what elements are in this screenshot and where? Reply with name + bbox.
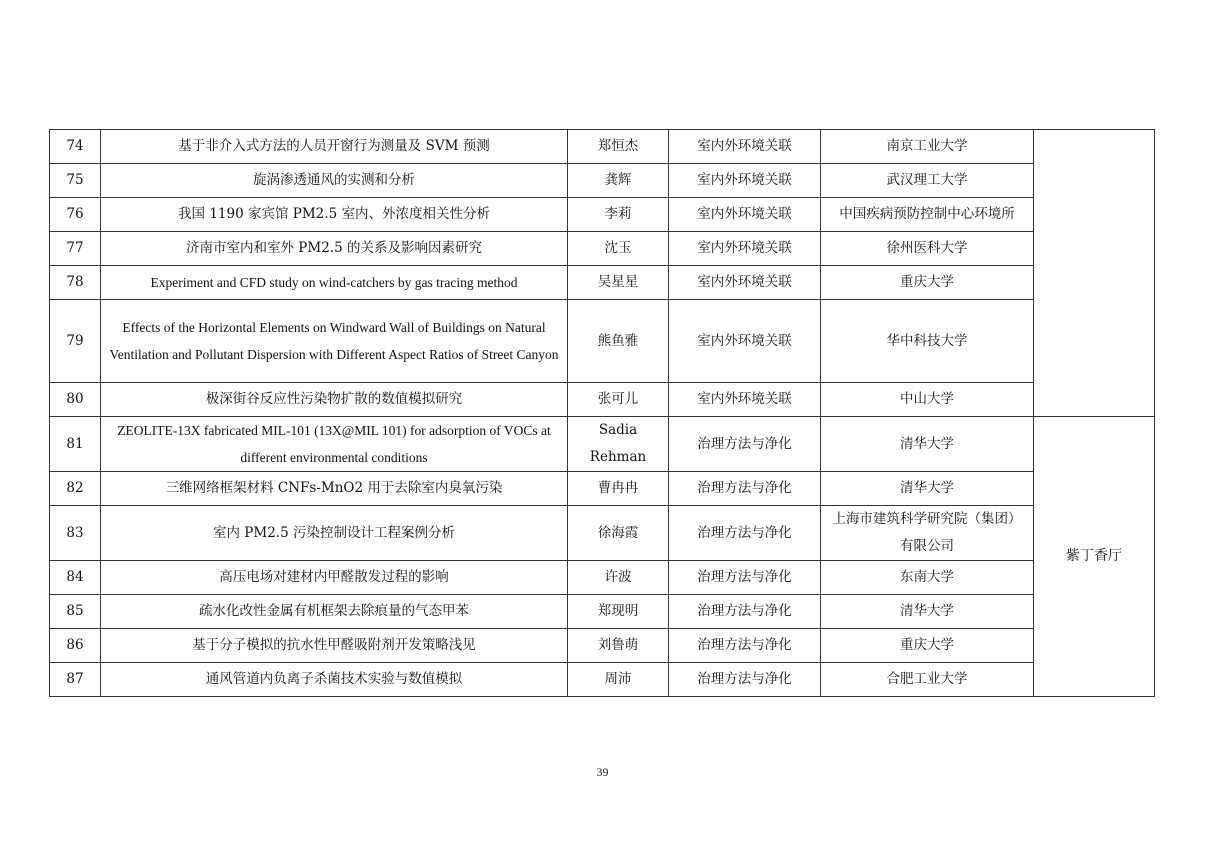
table-row	[50, 417, 1155, 472]
affiliation: 东南大学	[821, 561, 1034, 595]
topic-category: 治理方法与净化	[669, 663, 821, 697]
author-name: Sadia Rehman	[568, 417, 669, 472]
page-number: 39	[596, 765, 609, 779]
table-row	[50, 164, 1155, 198]
row-number: 85	[50, 595, 101, 629]
row-number: 83	[50, 506, 101, 561]
topic-category: 治理方法与净化	[669, 506, 821, 561]
topic-category: 室内外环境关联	[669, 232, 821, 266]
author-name: 徐海霞	[568, 506, 669, 561]
paper-title: 极深街谷反应性污染物扩散的数值模拟研究	[101, 383, 568, 417]
author-name: 张可儿	[568, 383, 669, 417]
row-number: 74	[50, 130, 101, 164]
table-row	[50, 629, 1155, 663]
table-row	[50, 130, 1155, 164]
topic-category: 治理方法与净化	[669, 629, 821, 663]
topic-category: 室内外环境关联	[669, 130, 821, 164]
row-number: 86	[50, 629, 101, 663]
row-number: 76	[50, 198, 101, 232]
table-row	[50, 472, 1155, 506]
schedule-table	[49, 129, 1155, 697]
topic-category: 室内外环境关联	[669, 266, 821, 300]
topic-category: 治理方法与净化	[669, 595, 821, 629]
affiliation: 合肥工业大学	[821, 663, 1034, 697]
paper-title: 通风管道内负离子杀菌技术实验与数值模拟	[101, 663, 568, 697]
venue-cell: 紫丁香厅	[1034, 417, 1155, 697]
paper-title: 高压电场对建材内甲醛散发过程的影响	[101, 561, 568, 595]
row-number: 75	[50, 164, 101, 198]
table-row	[50, 663, 1155, 697]
paper-title: ZEOLITE-13X fabricated MIL-101 (13X@MIL 101) for adsorption of VOCs at different environmental conditions	[101, 417, 568, 472]
affiliation: 华中科技大学	[821, 300, 1034, 383]
table-row	[50, 383, 1155, 417]
table-row	[50, 506, 1155, 561]
row-number: 77	[50, 232, 101, 266]
affiliation: 中山大学	[821, 383, 1034, 417]
topic-category: 室内外环境关联	[669, 164, 821, 198]
paper-title: 疏水化改性金属有机框架去除痕量的气态甲苯	[101, 595, 568, 629]
paper-title: 我国 1190 家宾馆 PM2.5 室内、外浓度相关性分析	[101, 198, 568, 232]
affiliation: 上海市建筑科学研究院（集团）有限公司	[821, 506, 1034, 561]
author-name: 曹冉冉	[568, 472, 669, 506]
affiliation: 清华大学	[821, 417, 1034, 472]
topic-category: 室内外环境关联	[669, 300, 821, 383]
row-number: 87	[50, 663, 101, 697]
row-number: 78	[50, 266, 101, 300]
author-name: 刘鲁萌	[568, 629, 669, 663]
affiliation: 重庆大学	[821, 266, 1034, 300]
paper-title: 基于非介入式方法的人员开窗行为测量及 SVM 预测	[101, 130, 568, 164]
author-name: 熊鱼雅	[568, 300, 669, 383]
topic-category: 治理方法与净化	[669, 561, 821, 595]
affiliation: 清华大学	[821, 472, 1034, 506]
row-number: 81	[50, 417, 101, 472]
paper-title: 旋涡渗透通风的实测和分析	[101, 164, 568, 198]
table-row	[50, 300, 1155, 383]
author-name: 郑现明	[568, 595, 669, 629]
topic-category: 室内外环境关联	[669, 198, 821, 232]
affiliation: 中国疾病预防控制中心环境所	[821, 198, 1034, 232]
affiliation: 南京工业大学	[821, 130, 1034, 164]
paper-title: Experiment and CFD study on wind-catchers by gas tracing method	[101, 266, 568, 300]
row-number: 79	[50, 300, 101, 383]
paper-title: 济南市室内和室外 PM2.5 的关系及影响因素研究	[101, 232, 568, 266]
row-number: 80	[50, 383, 101, 417]
author-name: 周沛	[568, 663, 669, 697]
author-name: 吴星星	[568, 266, 669, 300]
paper-title: 室内 PM2.5 污染控制设计工程案例分析	[101, 506, 568, 561]
affiliation: 徐州医科大学	[821, 232, 1034, 266]
affiliation: 清华大学	[821, 595, 1034, 629]
author-name: 许波	[568, 561, 669, 595]
author-name: 沈玉	[568, 232, 669, 266]
table-row	[50, 198, 1155, 232]
table-row	[50, 232, 1155, 266]
row-number: 82	[50, 472, 101, 506]
row-number: 84	[50, 561, 101, 595]
topic-category: 治理方法与净化	[669, 472, 821, 506]
table-row	[50, 561, 1155, 595]
venue-cell	[1034, 130, 1155, 417]
affiliation: 武汉理工大学	[821, 164, 1034, 198]
paper-title: Effects of the Horizontal Elements on Windward Wall of Buildings on Natural Ventilation and Pollutant Dispersion with Different Aspect Ratios of Street Canyon	[101, 300, 568, 383]
table-row	[50, 266, 1155, 300]
author-name: 郑恒杰	[568, 130, 669, 164]
author-name: 龚辉	[568, 164, 669, 198]
topic-category: 治理方法与净化	[669, 417, 821, 472]
paper-title: 基于分子模拟的抗水性甲醛吸附剂开发策略浅见	[101, 629, 568, 663]
topic-category: 室内外环境关联	[669, 383, 821, 417]
table-row	[50, 595, 1155, 629]
affiliation: 重庆大学	[821, 629, 1034, 663]
author-name: 李莉	[568, 198, 669, 232]
paper-title: 三维网络框架材料 CNFs-MnO2 用于去除室内臭氧污染	[101, 472, 568, 506]
